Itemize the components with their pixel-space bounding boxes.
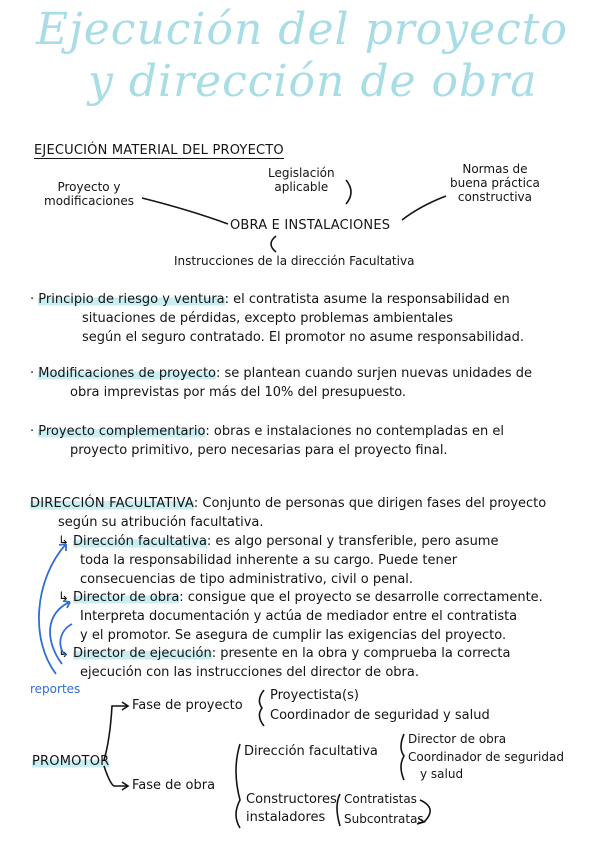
bottom-bracket bbox=[271, 236, 276, 252]
diagram-right bbox=[450, 162, 540, 204]
item-term: Director de ejecución bbox=[73, 646, 212, 661]
bullet-line: : el contratista asume la responsabilidad en bbox=[224, 292, 510, 307]
df-item-director-obra: ↳ Director de obra: consigue que el proyecto se desarrolle correctamente. Interpreta documentación y actúa de mediador entre el contratista y el promotor. Se asegura de cumplir las exigencias del proyecto. bbox=[58, 590, 543, 643]
item-line: : consigue que el proyecto se desarrolle correctamente. bbox=[179, 590, 543, 605]
item-line: Interpreta documentación y actúa de mediador entre el contratista bbox=[80, 609, 518, 624]
df-sub-2: Coordinador de seguridad bbox=[408, 750, 564, 764]
title-line-1: Ejecución del proyecto bbox=[36, 4, 568, 55]
df-item-direccion: ↳ Dirección facultativa: es algo personal y transferible, pero asume toda la responsabilidad inherente a su cargo. Puede tener consecuencias de tipo administrativo, civil o penal. bbox=[58, 534, 499, 587]
diagram-left-line-2: modificaciones bbox=[44, 194, 135, 208]
bullet-term: Principio de riesgo y ventura bbox=[38, 292, 225, 307]
subcontratas: Subcontratas bbox=[344, 812, 424, 826]
title-line-2: y dirección de obra bbox=[88, 56, 538, 107]
top-bracket bbox=[346, 180, 351, 204]
promotor-label: PROMOTOR bbox=[32, 754, 110, 769]
constructores-label-1: Constructores bbox=[246, 792, 337, 807]
bullet-riesgo-ventura: · Principio de riesgo y ventura: el contratista asume la responsabilidad en situaciones de pérdidas, excepto problemas ambientales según el seguro contratado. El promotor no asume responsabilidad. bbox=[30, 292, 525, 345]
fase-proyecto-label: Fase de proyecto bbox=[132, 698, 243, 713]
fase-obra-label: Fase de obra bbox=[132, 778, 216, 793]
bullet-term: Modificaciones de proyecto bbox=[38, 366, 216, 381]
diagram-right-line-3: constructiva bbox=[457, 190, 532, 204]
item-line: ejecución con las instrucciones del director de obra. bbox=[80, 665, 419, 680]
section2-intro-line: según su atribución facultativa. bbox=[58, 515, 264, 530]
diagram-bottom: Instrucciones de la dirección Facultativa bbox=[174, 254, 415, 268]
item-line: toda la responsabilidad inherente a su cargo. Puede tener bbox=[80, 553, 458, 568]
reportes-label: reportes bbox=[30, 682, 81, 696]
diagram-right-line-2: buena práctica bbox=[450, 176, 540, 190]
section1-heading: EJECUCIÓN MATERIAL DEL PROYECTO bbox=[34, 143, 284, 158]
bullet-modificaciones: · Modificaciones de proyecto: se plantean cuando surjen nuevas unidades de obra imprevistas por más del 10% del presupuesto. bbox=[30, 366, 532, 400]
item-line: consecuencias de tipo administrativo, civil o penal. bbox=[80, 572, 414, 587]
bullet-line: según el seguro contratado. El promotor no asume responsabilidad. bbox=[82, 330, 525, 345]
diagram-right-line-1: Normas de bbox=[462, 162, 528, 176]
bullet-complementario: · Proyecto complementario: obras e instalaciones no contempladas en el proyecto primitivo, pero necesarias para el proyecto final. bbox=[30, 424, 504, 458]
diagram-top-line-2: aplicable bbox=[274, 180, 329, 194]
fase-proyecto-item-2: Coordinador de seguridad y salud bbox=[270, 708, 490, 723]
contratistas: Contratistas bbox=[344, 792, 417, 806]
diagram-left bbox=[44, 180, 134, 208]
diagram-top-line-1: Legislación bbox=[268, 166, 335, 180]
item-line: y el promotor. Se asegura de cumplir las exigencias del proyecto. bbox=[80, 628, 507, 643]
right-connector bbox=[402, 196, 446, 220]
bullet-line: situaciones de pérdidas, excepto problemas ambientales bbox=[82, 311, 454, 326]
item-term: Dirección facultativa bbox=[73, 534, 207, 549]
df-sub-1: Director de obra bbox=[408, 732, 507, 746]
direccion-facultativa-label: Dirección facultativa bbox=[244, 744, 378, 759]
bullet-line: proyecto primitivo, pero necesarias para el proyecto final. bbox=[70, 443, 448, 458]
diagram-left-line-1: Proyecto y bbox=[57, 180, 121, 194]
df-item-director-ejecucion: ↳ Director de ejecución: presente en la obra y comprueba la correcta ejecución con las instrucciones del director de obra. bbox=[58, 646, 511, 680]
constructores-label-2: instaladores bbox=[246, 810, 326, 825]
df-sub-3: y salud bbox=[420, 767, 464, 781]
bullet-line: obra imprevistas por más del 10% del presupuesto. bbox=[70, 385, 407, 400]
fase-proyecto-item-1: Proyectista(s) bbox=[270, 688, 359, 703]
item-line: : es algo personal y transferible, pero asume bbox=[206, 534, 499, 549]
section2-intro-line: : Conjunto de personas que dirigen fases del proyecto bbox=[193, 496, 547, 511]
diagram-center: OBRA E INSTALACIONES bbox=[230, 218, 391, 233]
diagram-top bbox=[268, 166, 335, 194]
bullet-line: : se plantean cuando surjen nuevas unidades de bbox=[216, 366, 532, 381]
item-term: Director de obra bbox=[73, 590, 180, 605]
section2-intro bbox=[30, 494, 546, 532]
bullet-term: Proyecto complementario bbox=[38, 424, 206, 439]
item-line: : presente en la obra y comprueba la correcta bbox=[211, 646, 511, 661]
left-connector bbox=[142, 198, 228, 224]
bullet-line: : obras e instalaciones no contempladas en el bbox=[205, 424, 504, 439]
section2-heading: DIRECCIÓN FACULTATIVA bbox=[30, 496, 194, 511]
